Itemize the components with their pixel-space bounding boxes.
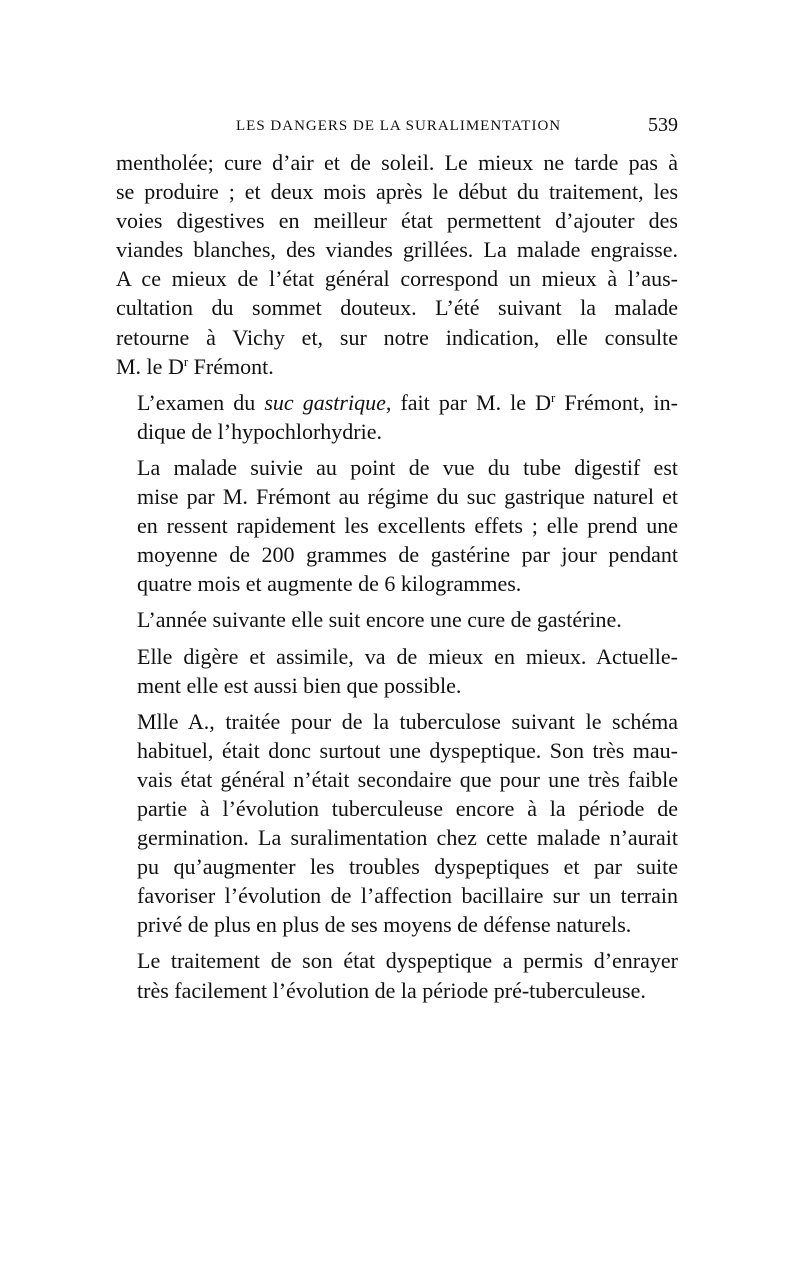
running-header [116,110,678,140]
text-line [116,352,678,381]
text-line: Elle digère et assimile, va de mieux en mieux. Actuelle- [137,643,678,669]
text-line: voies digestives en meilleur état permettent d’ajouter des [116,208,678,234]
text-line: Le traitement de son état dyspeptique a permis d’enrayer [137,948,678,974]
superscript-r: r [183,353,189,369]
paragraph-4 [116,605,678,634]
text-line: habituel, était donc surtout une dyspeptique. Son très mau- [137,737,678,763]
text-line: cultation du sommet douteux. L’été suivant la malade [116,295,678,321]
text-line: se produire ; et deux mois après le début du traitement, les [116,179,678,205]
text-line: dique de l’hypochlorhydrie. [137,418,382,444]
text-line: partie à l’évolution tuberculeuse encore à la période de [137,795,678,821]
text-line: A ce mieux de l’état général correspond un mieux à l’aus- [116,266,678,292]
paragraph-7 [116,946,678,1004]
text-line: en ressent rapidement les excellents effets ; elle prend une [137,513,678,539]
book-page [116,110,678,1012]
running-title: LES DANGERS DE LA SURALIMENTATION [236,118,562,134]
paragraph-5 [116,642,678,700]
text-line: mentholée; cure d’air et de soleil. Le mieux ne tarde pas à [116,150,678,175]
text-span: M. le D [116,353,184,379]
paragraph-1 [116,148,678,381]
text-line: germination. La suralimentation chez cette malade n’aurait [137,825,678,851]
page-number: 539 [648,114,678,136]
text-line: L’année suivante elle suit encore une cure de gastérine. [137,607,622,633]
text-line: viandes blanches, des viandes grillées. La malade engraisse. [116,237,678,263]
text-line: Mlle A., traitée pour de la tuberculose suivant le schéma [137,708,678,734]
text-line: très facilement l’évolution de la période pré-tuberculeuse. [137,977,646,1003]
body-text [116,148,678,1005]
text-line [116,388,678,417]
text-line: moyenne de 200 grammes de gastérine par jour pendant [137,542,678,568]
text-line: quatre mois et augmente de 6 kilogrammes. [137,571,522,597]
text-line: retourne à Vichy et, sur notre indication, elle consulte [116,324,678,350]
text-span: Frémont. [188,353,274,379]
text-line: pu qu’augmenter les troubles dyspeptiques et par suite [137,854,678,880]
text-span: L’examen du [137,389,265,415]
text-line: ment elle est aussi bien que possible. [137,672,462,698]
paragraph-3 [116,453,678,598]
text-line: mise par M. Frémont au régime du suc gastrique naturel et [137,484,678,510]
paragraph-6 [116,707,678,940]
superscript-r: r [551,389,556,405]
text-line: La malade suivie au point de vue du tube digestif est [137,454,678,480]
text-span: Frémont, in- [555,389,678,415]
text-span: , fait par M. le D [385,389,551,415]
text-line: privé de plus en plus de ses moyens de défense naturels. [137,912,632,938]
italic-term: suc gastrique [264,389,386,415]
text-line: favoriser l’évolution de l’affection bacillaire sur un terrain [137,883,678,909]
text-line: vais état général n’était secondaire que pour une très faible [137,766,678,792]
paragraph-2 [116,388,678,446]
